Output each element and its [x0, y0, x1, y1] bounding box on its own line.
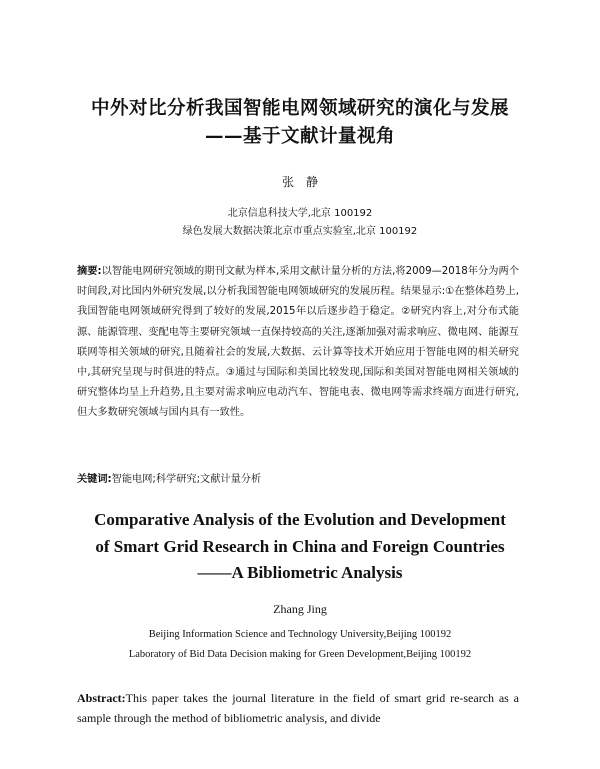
- english-title-line-2: of Smart Grid Research in China and Foreign Countries: [95, 537, 505, 556]
- chinese-abstract-text: 以智能电网研究领域的期刊文献为样本,采用文献计量分析的方法,将2009—2018年分为两个时间段,对比国内外研究发展,以分析我国智能电网领域研究的发展历程。结果显示:①在整体趋势上,我国智能电网领域研究得到了较好的发展,2015年以后逐步趋于稳定。②研究内容上,对分布式能源、能源管理、变配电等主要研究领域一直保持较高的关注,逐渐加强对需求响应、微电网、能源互联网等相关领域的研究,且随着社会的发展,大数据、云计算等技术开始应用于智能电网的相关研究中,其研究呈现与时俱进的特点。③通过与国际和美国比较发现,国际和美国对智能电网相关领域的研究整体均呈上升趋势,且主要对需求响应电动汽车、智能电表、微电网等需求终端方面进行研究,但大多数研究领域与国内具有一致性。: [77, 266, 520, 419]
- chinese-keywords: [77, 470, 519, 485]
- english-abstract-text: This paper takes the journal literature in the field of smart grid re-search as a sample through the method of bibliometric analysis, and divide: [77, 691, 519, 725]
- chinese-title-line-2: ——基于文献计量视角: [204, 126, 395, 147]
- chinese-keywords-label: 关键词:: [77, 474, 112, 485]
- english-abstract: [77, 688, 519, 728]
- english-author: Zhang Jing: [273, 602, 327, 616]
- english-title-line-3: ——A Bibliometric Analysis: [197, 563, 403, 582]
- chinese-author: 张静: [281, 175, 330, 189]
- chinese-keywords-text: 智能电网;科学研究;文献计量分析: [111, 474, 262, 485]
- english-affiliation-1: Beijing Information Science and Technology University,Beijing 100192: [148, 629, 452, 640]
- english-affiliation-2: Laboratory of Bid Data Decision making for Green Development,Beijing 100192: [128, 649, 472, 660]
- chinese-abstract-label: 摘要:: [77, 266, 102, 277]
- chinese-abstract: [77, 262, 519, 424]
- chinese-title-line-1: 中外对比分析我国智能电网领域研究的演化与发展: [90, 98, 509, 119]
- english-abstract-label: Abstract:: [77, 691, 126, 705]
- english-title-line-1: Comparative Analysis of the Evolution and Development: [94, 510, 506, 529]
- chinese-affiliation-1: 北京信息科技大学,北京 100192: [227, 208, 373, 219]
- chinese-affiliation-2: 绿色发展大数据决策北京市重点实验室,北京 100192: [182, 226, 418, 237]
